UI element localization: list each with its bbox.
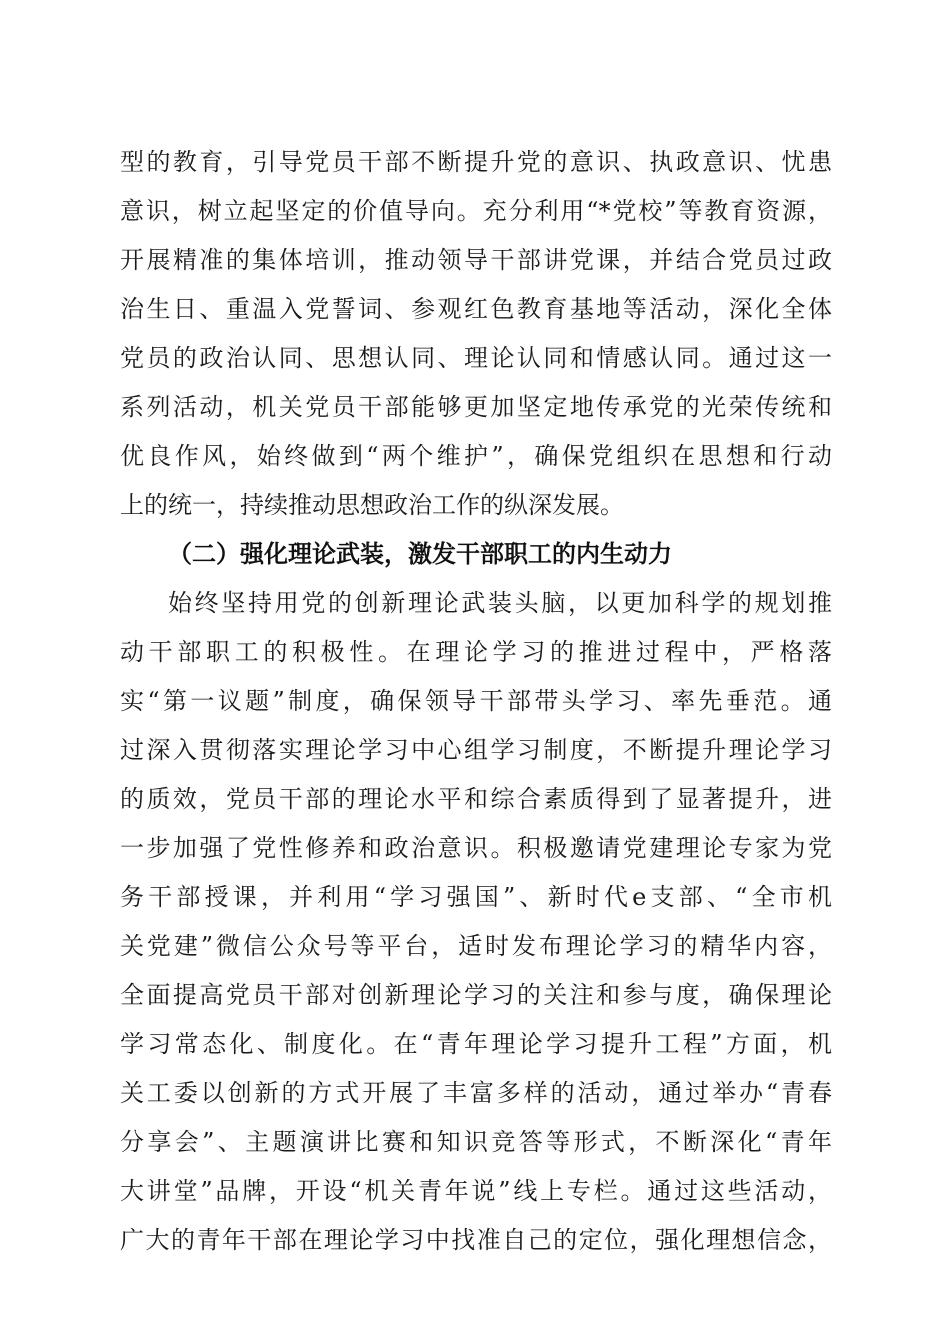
body-text-line: 全面提高党员干部对创新理论学习的关注和参与度，确保理论 <box>120 981 832 1009</box>
body-text-line: 上的统一，持续推动思想政治工作的纵深发展。 <box>120 491 624 519</box>
paragraph-first-line: 始终坚持用党的创新理论武装头脑，以更加科学的规划推 <box>168 589 832 617</box>
body-text-line: 优良作风，始终做到“两个维护”，确保党组织在思想和行动 <box>120 442 832 470</box>
body-text-line: 治生日、重温入党誓词、参观红色教育基地等活动，深化全体 <box>120 295 832 323</box>
body-text-line: 开展精准的集体培训，推动领导干部讲党课，并结合党员过政 <box>120 246 832 274</box>
body-text-line: 一步加强了党性修养和政治意识。积极邀请党建理论专家为党 <box>120 834 832 862</box>
body-text-line: 分享会”、主题演讲比赛和知识竞答等形式，不断深化“青年 <box>120 1128 832 1156</box>
body-text-line: 关工委以创新的方式开展了丰富多样的活动，通过举办“青春 <box>120 1079 832 1107</box>
body-text-line: 动干部职工的积极性。在理论学习的推进过程中，严格落 <box>120 638 832 666</box>
body-text-line: 大讲堂”品牌，开设“机关青年说”线上专栏。通过这些活动， <box>120 1177 832 1205</box>
body-text-line: 广大的青年干部在理论学习中找准自己的定位，强化理想信念， <box>120 1226 832 1254</box>
body-text-line: 的质效，党员干部的理论水平和综合素质得到了显著提升，进 <box>120 785 832 813</box>
body-text-line: 实“第一议题”制度，确保领导干部带头学习、率先垂范。通 <box>120 687 832 715</box>
body-text-line: 过深入贯彻落实理论学习中心组学习制度，不断提升理论学习 <box>120 736 832 764</box>
body-text-line: 务干部授课，并利用“学习强国”、新时代e支部、“全市机 <box>120 883 832 911</box>
body-text-line: 学习常态化、制度化。在“青年理论学习提升工程”方面，机 <box>120 1030 832 1058</box>
body-text-line: 党员的政治认同、思想认同、理论认同和情感认同。通过这一 <box>120 344 832 372</box>
section-heading: （二）强化理论武装，激发干部职工的内生动力 <box>168 539 672 568</box>
body-text-line: 关党建”微信公众号等平台，适时发布理论学习的精华内容， <box>120 932 832 960</box>
body-text-line: 意识，树立起坚定的价值导向。充分利用“*党校”等教育资源， <box>120 197 832 225</box>
body-text-line: 型的教育，引导党员干部不断提升党的意识、执政意识、忧患 <box>120 148 832 176</box>
body-text-line: 系列活动，机关党员干部能够更加坚定地传承党的光荣传统和 <box>120 393 832 421</box>
